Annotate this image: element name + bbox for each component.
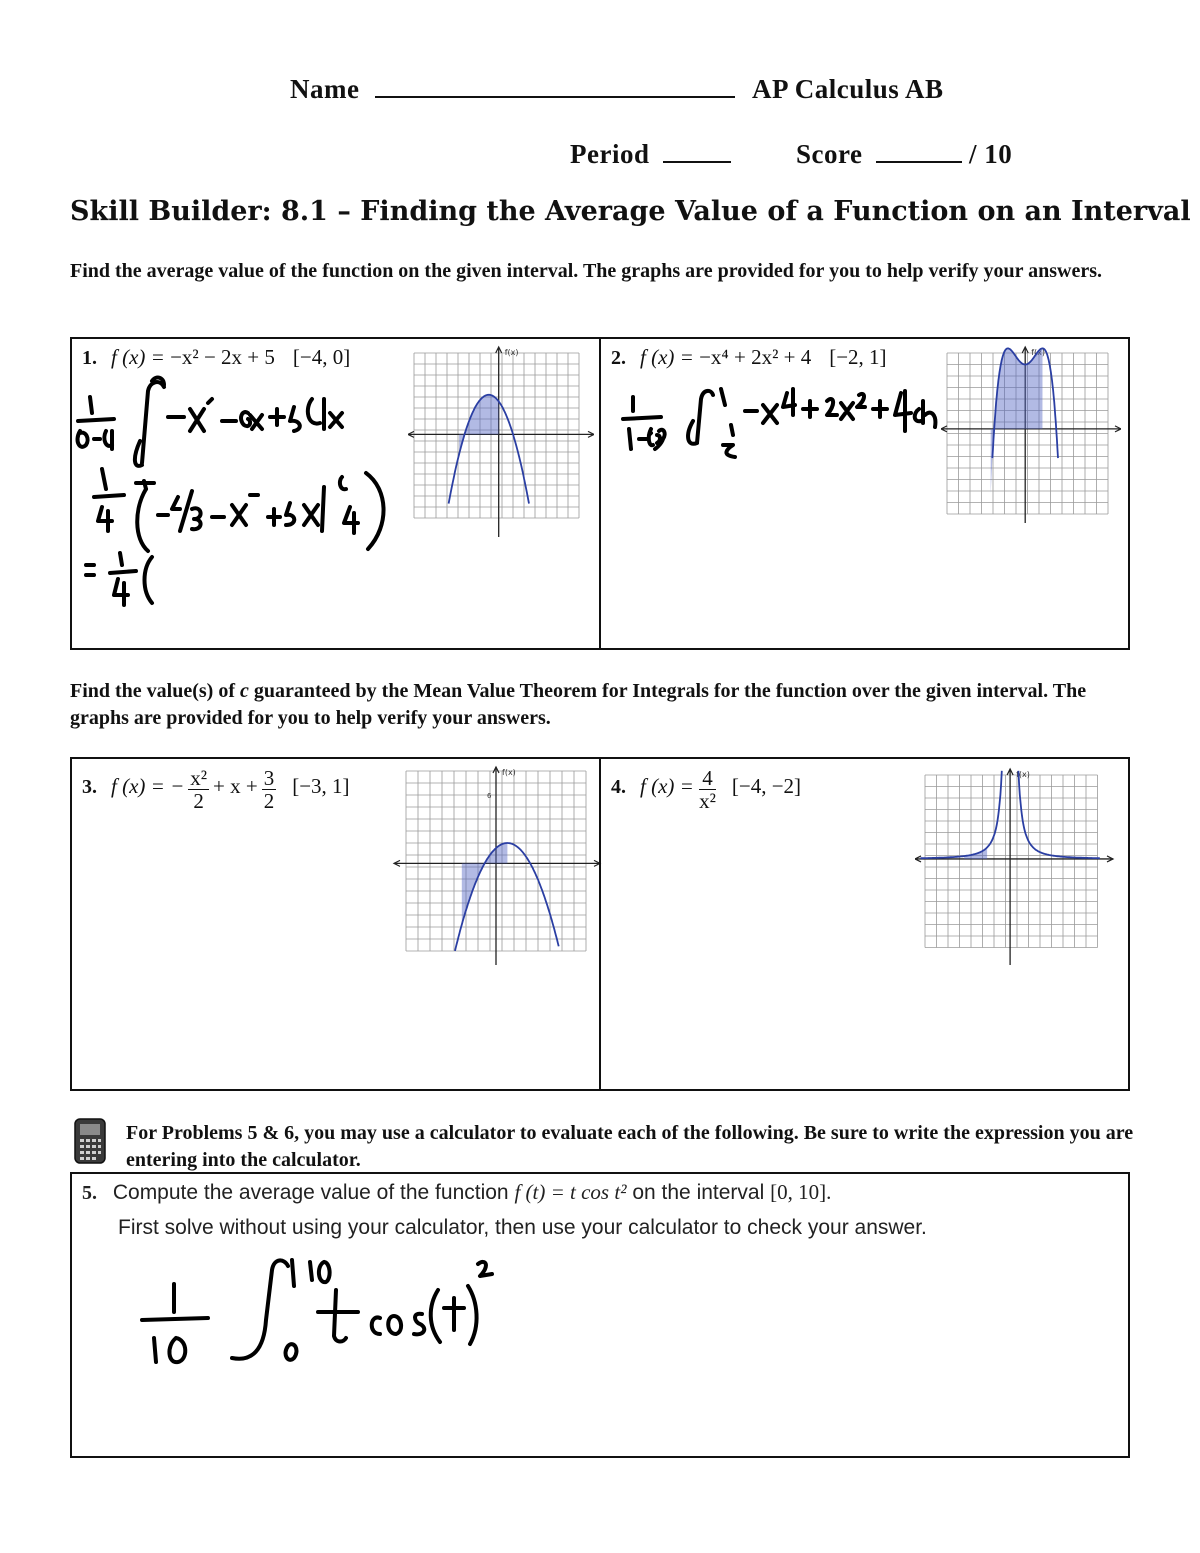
period-score-line [570,139,1012,170]
score-label: Score [795,139,863,169]
problem-box-3 [70,757,601,1091]
name-blank[interactable] [375,74,735,98]
name-line [290,74,944,105]
handwritten-work-5 [132,1250,512,1380]
problem-box-1 [70,337,601,650]
instruction-mvt-post: guaranteed by the Mean Value Theorem for Integrals for the function over the given interval. The graphs are provided for you to help verify your answers. [70,680,1087,729]
handwritten-work-1 [72,369,412,629]
period-label: Period [570,139,650,169]
problem-1-statement [82,345,350,370]
problem-5-interval: [0, 10]. [770,1180,832,1204]
tick-label: 6 [487,792,492,800]
problem-5-text-pre: Compute the average value of the function [112,1181,515,1204]
graph-1 [408,345,594,539]
function-lhs: f (x) = − [111,774,185,799]
graph-2 [941,345,1121,525]
axis-label: f(x) [1031,348,1045,357]
fraction-4-over-x2: $\frac{4}{\text{x²}}$ [699,766,716,813]
function-lhs: f (x) = [640,774,700,799]
problem-number: 3. [82,776,97,799]
problem-5-function: f (t) = t cos t² [514,1180,627,1204]
interval: [−3, 1] [292,774,350,799]
calculator-icon [74,1118,106,1164]
instruction-mvt-var: c [240,680,249,702]
fraction-3-over-2: $\frac{3}{2}$ [263,766,275,813]
interval: [−4, −2] [731,774,802,799]
problem-box-2 [599,337,1130,650]
score-total: / 10 [968,139,1013,169]
graph-3 [390,765,602,969]
interval: [−2, 1] [829,345,887,369]
shaded-area [991,348,1043,493]
problem-number: 1. [82,347,97,369]
problem-5-line2: First solve without using your calculator, then use your calculator to check your answer. [118,1216,927,1239]
instruction-mvt [70,678,1130,732]
instruction-average-value: Find the average value of the function on the given interval. The graphs are provided for you to help verify your answers. [70,260,1103,282]
problem-5-text-mid: on the interval [632,1181,771,1204]
function-curve [920,771,1001,858]
score-blank[interactable] [876,139,962,163]
function-rhs: −x² − 2x + 5 [170,345,275,369]
fraction-x2-over-2: $\frac{\text{x²}}{2}$ [190,766,208,813]
function-lhs: f (x) = [111,345,171,369]
axis-label: f(x) [1016,770,1030,779]
course-label: AP Calculus AB [751,74,944,104]
problem-3-statement [82,767,350,812]
name-label: Name [290,74,360,104]
problem-4-statement [611,767,801,812]
shaded-area [459,395,499,454]
problem-number: 5. [82,1182,97,1204]
function-mid: + x + [213,774,258,799]
axis-label: f(x) [502,768,516,777]
problem-number: 4. [611,776,626,799]
interval: [−4, 0] [292,345,351,369]
function-curve [1018,771,1099,858]
problem-box-4 [599,757,1130,1091]
function-lhs: f (x) = [640,345,700,369]
problem-box-5 [70,1172,1130,1458]
problem-number: 2. [611,347,626,369]
problem-5-line1 [82,1180,831,1205]
instruction-mvt-pre: Find the value(s) of [70,680,240,702]
handwritten-work-2 [601,375,961,465]
axis-label: f(x) [504,348,519,357]
calculator-note: For Problems 5 & 6, you may use a calculator to evaluate each of the following. Be sure to write the expression you are entering into the calculator. [126,1122,1134,1171]
worksheet-title: Skill Builder: 8.1 – Finding the Average Value of a Function on an Interval [70,196,1191,227]
function-rhs: −x⁴ + 2x² + 4 [699,345,812,369]
graph-4 [915,767,1115,967]
period-blank[interactable] [663,139,731,163]
problem-2-statement [611,345,887,370]
